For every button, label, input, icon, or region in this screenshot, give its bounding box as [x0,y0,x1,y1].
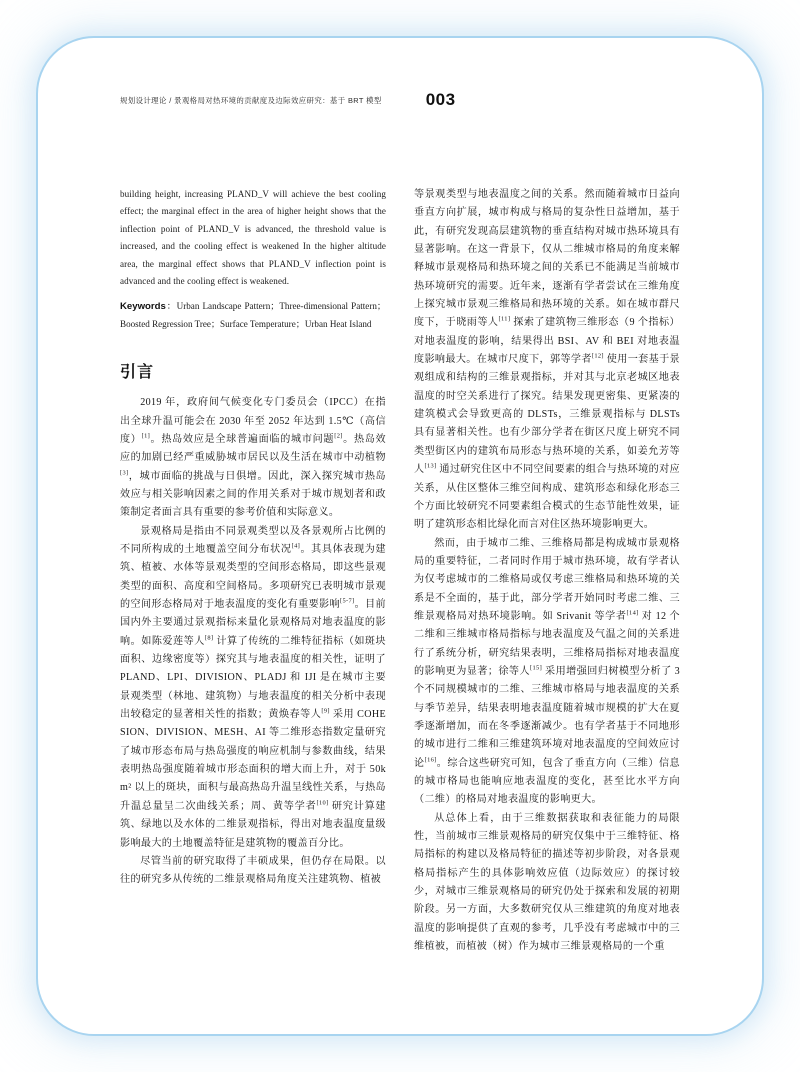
left-column [120,186,386,956]
left-paragraph-1: 2019 年，政府间气候变化专门委员会（IPCC）在指出全球升温可能会在 2030 年至 2052 年达到 1.5℃（高信度）[1]。热岛效应是全球普遍面临的城市问题[2]。热岛效应的加剧已经严重威胁城市居民以及生活在城市中动植物[3]，城市面临的挑战与日俱增。因此，深入探究城市热岛效应与相关影响因素之间的作用关系对于城市规划者和政策制定者面言具有重要的参考价值和实际意义。 [120,397,386,519]
left-paragraph-2: 景观格局是指由不同景观类型以及各景观所占比例的不同所构成的土地覆盖空间分布状况[4]。其具体表现为建筑、植被、水体等景观类型的空间形态格局，即这些景观类型的面积、高度和空间格局。多项研究已表明城市景观的空间形态格局对于地表温度的变化有重要影响[5-7]。目前国内外主要通过景观指标来量化景观格局对地表温度的影响。如陈爱莲等人[8] 计算了传统的二维特征指标（如斑块面积、边缘密度等）探究其与地表温度的相关性，证明了 PLAND、LPI、DIVISION、PLADJ 和 IJI 是在城市主要景观类型（林地、建筑物）与地表温度的相关分析中表现出较稳定的显著相关性的指数；黄焕春等人[9] 采用 COHESION、DIVISION、MESH、AI 等二维形态指数定量研究了城市形态布局与热岛强度的响应机制与参数曲线，结果表明热岛强度随着城市形态面积的增大而上升，对于 50km² 以上的斑块，面积与最高热岛升温呈线性关系，与热岛升温总量呈二次曲线关系；周、黄等学者[10] 研究计算建筑、绿地以及水体的二维景观指标，得出对地表温度量级影响最大的土地覆盖特征是建筑物的覆盖百分比。 [120,525,387,849]
right-paragraph-1: 等景观类型与地表温度之间的关系。然而随着城市日益向垂直方向扩展，城市构成与格局的复杂性日益增加，基于此，有研究发现高层建筑物的垂直结构对城市热环境具有显著影响。在这一背景下，仅从二维城市格局的角度来解释城市景观格局和热环境之间的关系已不能满足当前城市热环境研究的需要。近年来，逐渐有学者尝试在三维角度上探究城市景观三维格局和热环境的关系。如在城市群尺度下，于晓雨等人[11] 探索了建筑物三维形态（9 个指标）对地表温度的影响，结果得出 BSI、AV 和 BEI 对地表温度影响最大。在城市尺度下，郭等学者[12] 使用一套基于景观组成和结构的三维景观指标，并对其与北京老城区地表温度的时空关系进行了探究。结果发现更密集、更紧凑的建筑模式会导致更高的 DLSTs，三维景观指标与 DLSTs 具有显著相关性。也有少部分学者在街区尺度上研究不同类型街区内的建筑布局形态与热环境的关系，如姜允芳等人[13] 通过研究住区中不同空间要素的组合与热环境的对应关系，从住区整体三维空间构成、建筑形态和绿化形态三个方面比较研究不同要素组合模式的生态节能性效果，证明了建筑形态相比绿化而言对住区热环境影响更大。 [414,189,680,531]
right-paragraph-2: 然而，由于城市二维、三维格局都是构成城市景观格局的重要特征，二者同时作用于城市热环境，故有学者认为仅考虑城市的二维格局或仅考虑三维格局和热环境的关系是不全面的，基于此，部分学者开始同时考虑二维、三维景观格局对热环境影响。如 Srivanit 等学者[14] 对 12 个二维和三维城市格局指标与地表温度及气温之间的关系进行了系统分析，研究结果表明，三维格局指标对地表温度的影响更为显著；徐等人[15] 采用增强回归树模型分析了 3 个不同规模城市的二维、三维城市格局与地表温度的关系与季节差异，结果表明地表温度随着城市规模的扩大在夏季逐渐增加，而在冬季逐渐减少。也有学者基于不同地形的城市进行二维和三维建筑环境对地表温度的空间效应讨论[16]。综合这些研究可知，包含了垂直方向（三维）信息的城市格局也能响应地表温度的变化，甚至比水平方向（二维）的格局对地表温度的影响更大。 [414,537,680,806]
right-paragraph-3: 从总体上看，由于三维数据获取和表征能力的局限性，当前城市三维景观格局的研究仅集中于三维特征、格局指标的构建以及格局特征的描述等初步阶段，对各景观格局指标产生的具体影响效应值（边际效应）的探讨较少，对城市三维景观格局的研究仍处于探索和发展的初期阶段。另一方面，大多数研究仅从三维建筑的角度对地表温度的影响提供了直观的参考，几乎没有考虑城市中的三维植被，而植被（树）作为城市三维景观格局的一个重 [414,812,680,953]
page-number: 003 [425,90,456,109]
article-columns [120,186,680,956]
right-column [414,186,680,956]
running-header-title: 规划设计理论 / 景观格局对热环境的贡献度及边际效应研究：基于 BRT 模型 [120,96,382,105]
keywords-block [120,298,386,333]
running-header [120,88,680,108]
section-title-introduction: 引言 [120,364,155,382]
keywords-text: ：Urban Landscape Pattern；Three-dimensional Pattern；Boosted Regression Tree；Surface Temperature；Urban Heat Island [120,301,386,329]
keywords-label: Keywords [120,301,166,313]
abstract-tail-paragraph: building height, increasing PLAND_V will achieve the best cooling effect; the marginal effect in the area of higher height shows that the inflection point of PLAND_V is advanced, the threshold value is increased, and the cooling effect is weakened In the higher altitude area, the marginal effect shows that PLAND_V inflection point is advanced and the cooling effect is weakened. [120,189,386,287]
left-paragraph-3: 尽管当前的研究取得了丰硕成果，但仍存在局限。以往的研究多从传统的二维景观格局角度关注建筑物、植被 [120,855,386,886]
